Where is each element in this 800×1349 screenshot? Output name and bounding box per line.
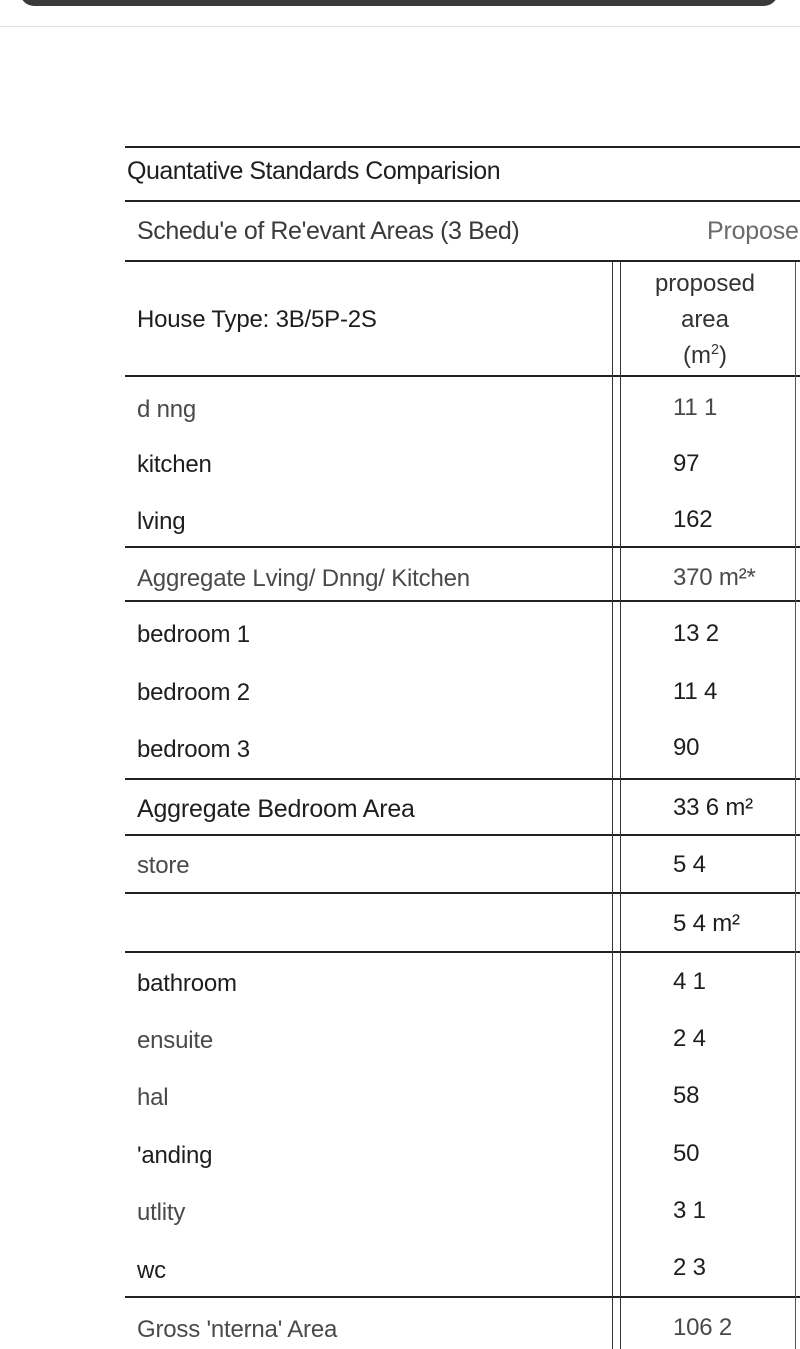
unit-suffix: )	[719, 342, 727, 369]
row-label-landing: 'anding	[137, 1142, 213, 1169]
column-header-line: proposed	[654, 270, 756, 297]
table-rule	[125, 1296, 800, 1298]
row-value-store-total: 5 4 m²	[673, 910, 740, 937]
table-rule	[125, 546, 800, 548]
column-rule	[795, 262, 796, 1349]
table-rule	[125, 778, 800, 780]
column-header-line: area	[680, 306, 730, 333]
proposed-header: Propose	[707, 217, 799, 245]
top-divider	[0, 26, 800, 27]
row-label-bedroom-2: bedroom 2	[137, 679, 250, 706]
row-value-dining: 11 1	[673, 394, 718, 421]
table-rule	[125, 146, 800, 148]
row-value-gross-internal-area: 106 2	[673, 1314, 733, 1341]
row-value-kitchen: 97	[673, 450, 700, 477]
row-value-ensuite: 2 4	[673, 1025, 706, 1052]
house-type-label: House Type: 3B/5P-2S	[137, 306, 377, 333]
unit-prefix: (m	[683, 342, 711, 369]
row-value-store: 5 4	[673, 851, 706, 878]
row-value-wc: 2 3	[673, 1254, 706, 1281]
table-rule	[125, 375, 800, 377]
row-value-aggregate-bedroom: 33 6 m²	[673, 794, 753, 821]
row-label-store: store	[137, 852, 190, 879]
table-rule	[125, 260, 800, 262]
row-label-gross-internal-area: Gross 'nterna' Area	[137, 1316, 338, 1343]
table-rule	[125, 600, 800, 602]
table-title: Quantative Standards Comparision	[127, 157, 501, 185]
row-value-bedroom-2: 11 4	[673, 678, 718, 705]
row-label-bedroom-1: bedroom 1	[137, 621, 250, 648]
row-label-aggregate-bedroom: Aggregate Bedroom Area	[137, 795, 415, 823]
row-label-hall: hal	[137, 1084, 169, 1111]
area-schedule-table	[125, 146, 800, 1349]
row-label-aggregate-living: Aggregate Lving/ Dnng/ Kitchen	[137, 565, 470, 592]
row-value-living: 162	[673, 506, 713, 533]
unit-superscript: 2	[710, 342, 719, 358]
window-top-bar	[20, 0, 778, 6]
row-value-utility: 3 1	[673, 1197, 706, 1224]
row-label-dining: d nng	[137, 396, 197, 423]
proposed-area-column-header	[620, 266, 790, 374]
column-header-unit	[620, 338, 790, 374]
table-rule	[125, 951, 800, 953]
row-label-bedroom-3: bedroom 3	[137, 736, 250, 763]
row-label-living: lving	[137, 508, 186, 535]
row-value-aggregate-living: 370 m²*	[673, 564, 756, 591]
row-label-bathroom: bathroom	[137, 970, 237, 997]
schedule-header: Schedu'e of Re'evant Areas (3 Bed)	[137, 217, 520, 245]
row-label-kitchen: kitchen	[137, 451, 212, 478]
row-label-ensuite: ensuite	[137, 1027, 213, 1054]
row-label-wc: wc	[137, 1257, 166, 1284]
column-rule	[620, 262, 621, 1349]
row-value-bedroom-3: 90	[673, 734, 700, 761]
row-value-hall: 58	[673, 1082, 700, 1109]
row-value-bedroom-1: 13 2	[673, 620, 719, 647]
table-rule	[125, 892, 800, 894]
column-rule	[612, 262, 613, 1349]
row-value-bathroom: 4 1	[673, 968, 706, 995]
row-label-utility: utlity	[137, 1199, 186, 1226]
row-value-landing: 50	[673, 1140, 700, 1167]
table-rule	[125, 834, 800, 836]
table-rule	[125, 200, 800, 202]
